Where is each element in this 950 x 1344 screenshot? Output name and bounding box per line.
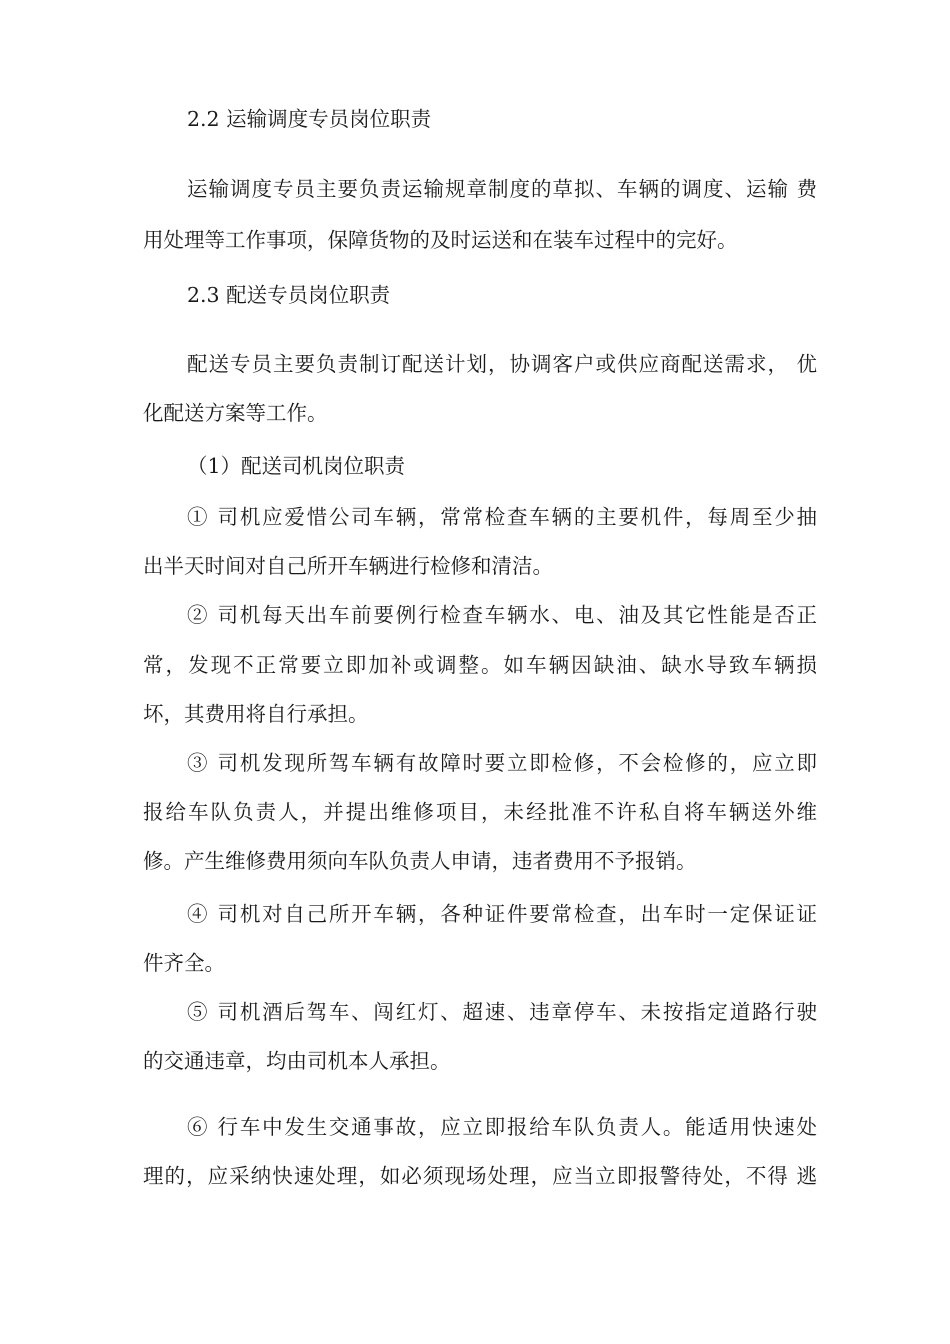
paragraph-line: 的交通违章，均由司机本人承担。: [143, 1049, 451, 1073]
paragraph-line: 理的，应采纳快速处理，如必须现场处理，应当立即报警待处，不得 逃: [143, 1164, 817, 1188]
paragraph-line: 出半天时间对自己所开车辆进行检修和清洁。: [143, 554, 553, 578]
paragraph-line: 坏，其费用将自行承担。: [143, 702, 369, 726]
subsection-heading: （1）配送司机岗位职责: [187, 454, 406, 478]
paragraph-line: 件齐全。: [143, 951, 225, 975]
section-heading-2-2: 2.2 运输调度专员岗位职责: [187, 107, 432, 131]
paragraph-line: ⑤ 司机酒后驾车、闯红灯、超速、违章停车、未按指定道路行驶: [187, 1000, 817, 1024]
paragraph-line: ② 司机每天出车前要例行检查车辆水、电、油及其它性能是否正: [187, 603, 817, 627]
paragraph-line: 化配送方案等工作。: [143, 401, 328, 425]
section-heading-2-3: 2.3 配送专员岗位职责: [187, 283, 391, 307]
paragraph-line: ⑥ 行车中发生交通事故，应立即报给车队负责人。能适用快速处: [187, 1115, 817, 1139]
paragraph-line: ③ 司机发现所驾车辆有故障时要立即检修，不会检修的，应立即: [187, 751, 817, 775]
paragraph-line: 配送专员主要负责制订配送计划，协调客户或供应商配送需求， 优: [187, 352, 817, 376]
paragraph-line: 常，发现不正常要立即加补或调整。如车辆因缺油、缺水导致车辆损: [143, 653, 817, 677]
paragraph-line: ① 司机应爱惜公司车辆，常常检查车辆的主要机件，每周至少抽: [187, 505, 817, 529]
paragraph-line: 报给车队负责人，并提出维修项目，未经批准不许私自将车辆送外维: [143, 800, 817, 824]
paragraph-line: 用处理等工作事项，保障货物的及时运送和在装车过程中的完好。: [143, 228, 738, 252]
paragraph-line: ④ 司机对自己所开车辆，各种证件要常检查，出车时一定保证证: [187, 902, 817, 926]
paragraph-line: 运输调度专员主要负责运输规章制度的草拟、车辆的调度、运输 费: [187, 177, 817, 201]
paragraph-line: 修。产生维修费用须向车队负责人申请，违者费用不予报销。: [143, 849, 697, 873]
